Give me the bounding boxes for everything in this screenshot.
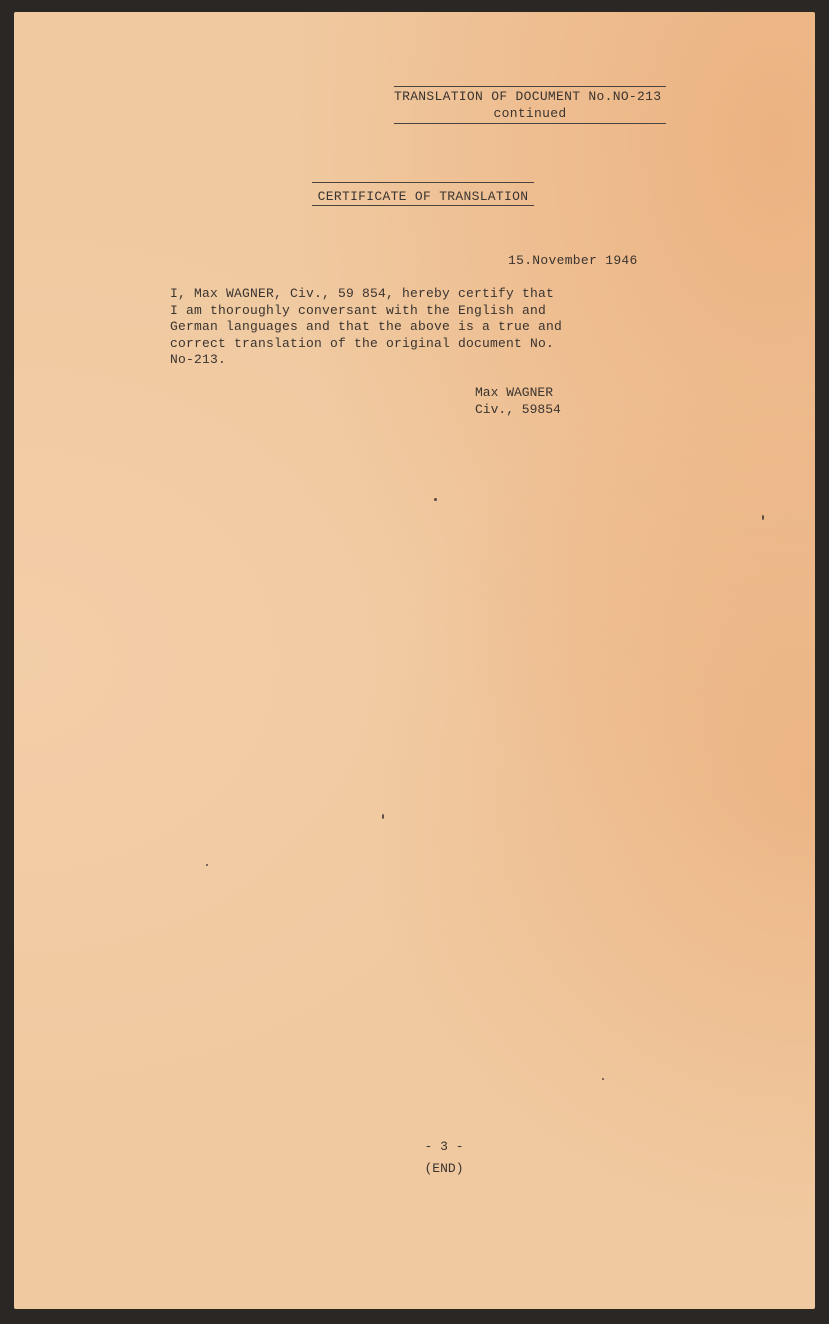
body-line: I, Max WAGNER, Civ., 59 854, hereby certify that <box>170 286 555 301</box>
signature-id: Civ., 59854 <box>475 401 561 417</box>
document-header <box>394 86 666 124</box>
body-line: I am thoroughly conversant with the English and <box>170 302 547 318</box>
body-line: German languages and that the above is a true and <box>170 319 563 335</box>
certificate-date: 15.November 1946 <box>508 253 638 268</box>
end-marker: (END) <box>424 1161 464 1176</box>
header-title: TRANSLATION OF DOCUMENT No.NO-213 <box>394 89 662 104</box>
signature-name: Max WAGNER <box>475 385 554 400</box>
page-footer <box>394 1136 494 1180</box>
certificate-heading <box>312 182 534 206</box>
certificate-title: CERTIFICATE OF TRANSLATION <box>312 183 534 206</box>
header-bottom-rule <box>394 123 666 124</box>
paper-speck <box>434 498 437 501</box>
body-line: No-213. <box>170 352 227 368</box>
certificate-body <box>170 286 590 369</box>
body-line: correct translation of the original document No. <box>170 335 555 351</box>
signature-block <box>475 385 561 418</box>
paper-speck <box>382 814 384 819</box>
page-number: - 3 - <box>424 1139 464 1154</box>
paper-speck <box>602 1078 604 1080</box>
paper-speck <box>206 864 208 866</box>
document-page <box>14 12 815 1309</box>
paper-speck <box>762 515 764 520</box>
header-subtitle: continued <box>493 106 567 121</box>
